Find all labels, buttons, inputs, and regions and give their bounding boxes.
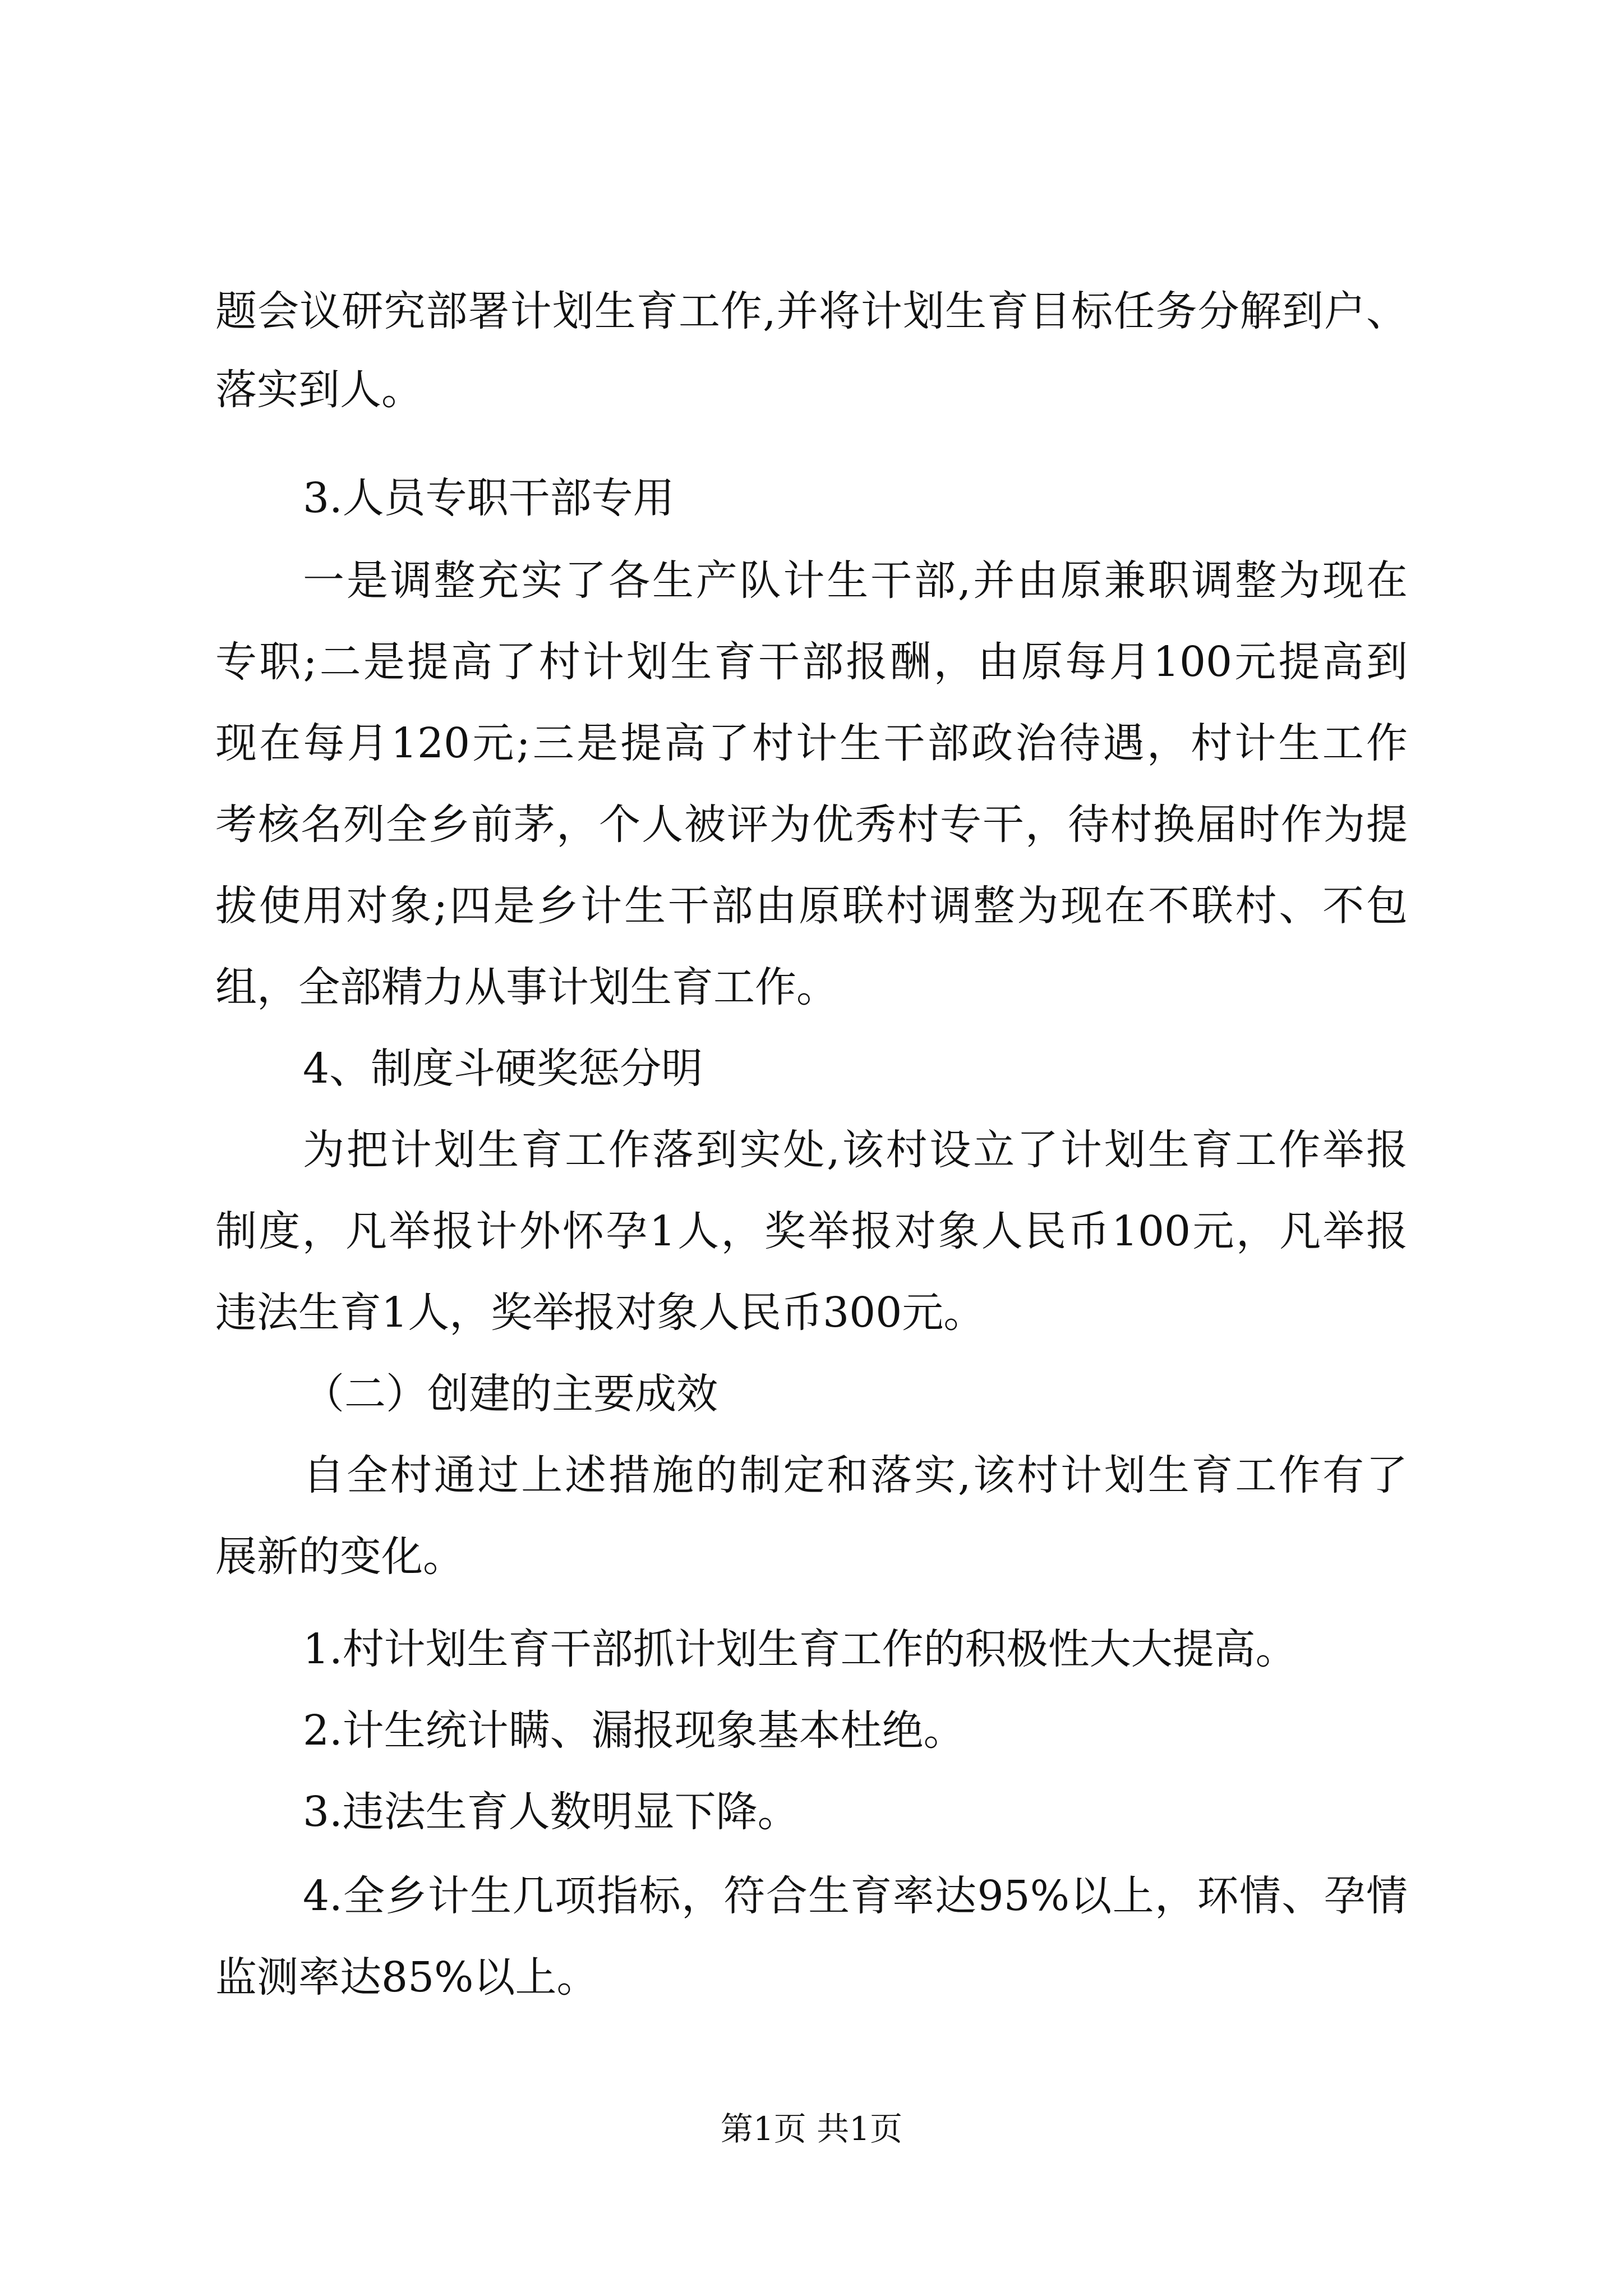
text-line-5: 专职;二是提高了村计划生育干部报酬，由原每月100元提高到 <box>215 638 1408 686</box>
text-line-3: 3.人员专职干部专用 <box>303 474 675 522</box>
text-line-10: 4、制度斗硬奖惩分明 <box>303 1045 703 1093</box>
text-line-20: 4.全乡计生几项指标，符合生育率达95%以上，环情、孕情 <box>303 1872 1408 1920</box>
text-line-6: 现在每月120元;三是提高了村计生干部政治待遇，村计生工作 <box>215 719 1408 767</box>
page-footer: 第1页 共1页 <box>720 2110 903 2148</box>
text-line-17: 1.村计划生育干部抓计划生育工作的积极性大大提高。 <box>303 1625 1297 1673</box>
text-line-19: 3.违法生育人数明显下降。 <box>303 1788 799 1836</box>
text-line-15: 自全村通过上述措施的制定和落实,该村计划生育工作有了 <box>303 1451 1408 1499</box>
text-line-18: 2.计生统计瞒、漏报现象基本杜绝。 <box>303 1706 965 1755</box>
text-line-21: 监测率达85%以上。 <box>215 1953 598 2001</box>
text-line-13: 违法生育1人，奖举报对象人民币300元。 <box>215 1289 985 1337</box>
text-line-9: 组，全部精力从事计划生育工作。 <box>215 963 838 1011</box>
text-line-11: 为把计划生育工作落到实处,该村设立了计划生育工作举报 <box>303 1126 1408 1174</box>
text-line-16: 展新的变化。 <box>215 1533 464 1581</box>
text-line-12: 制度，凡举报计外怀孕1人，奖举报对象人民币100元，凡举报 <box>215 1207 1408 1255</box>
text-line-14: （二）创建的主要成效 <box>303 1370 718 1418</box>
text-line-2: 落实到人。 <box>215 366 423 414</box>
text-line-4: 一是调整充实了各生产队计生干部,并由原兼职调整为现在 <box>303 556 1408 605</box>
text-line-1: 题会议研究部署计划生育工作,并将计划生育目标任务分解到户、 <box>215 287 1408 335</box>
text-line-7: 考核名列全乡前茅，个人被评为优秀村专干，待村换届时作为提 <box>215 800 1408 849</box>
text-line-8: 拔使用对象;四是乡计生干部由原联村调整为现在不联村、不包 <box>215 882 1408 930</box>
